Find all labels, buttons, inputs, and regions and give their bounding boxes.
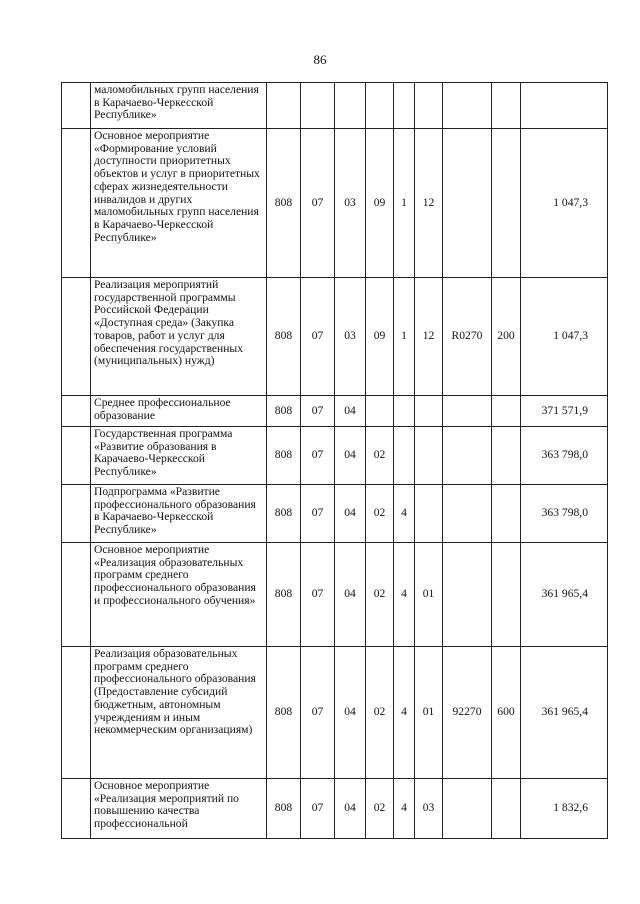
direction-cell: [443, 427, 492, 485]
program-cell: 09: [366, 129, 394, 278]
measure-cell: [415, 427, 443, 485]
table-row: [62, 543, 608, 647]
direction-cell: [443, 396, 492, 427]
table-row: [62, 427, 608, 485]
subprogram-cell: 4: [394, 543, 415, 647]
section-cell: 07: [301, 396, 335, 427]
table-row: [62, 485, 608, 543]
subprogram-cell: 4: [394, 779, 415, 839]
row-number-cell: [62, 543, 91, 647]
ved-cell: 808: [267, 543, 301, 647]
ved-cell: 808: [267, 779, 301, 839]
direction-cell: [443, 543, 492, 647]
section-cell: 07: [301, 779, 335, 839]
measure-cell: [415, 485, 443, 543]
amount-cell: 371 571,9: [521, 396, 608, 427]
amount-cell: 1 047,3: [521, 129, 608, 278]
subprogram-cell: 4: [394, 647, 415, 779]
program-cell: 02: [366, 485, 394, 543]
row-number-cell: [62, 278, 91, 396]
name-cell: Подпрограмма «Развитие профессионального образования в Карачаево-Черкесской Республике»: [91, 485, 267, 543]
subsection-cell: 04: [335, 779, 366, 839]
subsection-cell: 03: [335, 129, 366, 278]
table-row: [62, 779, 608, 839]
row-number-cell: [62, 396, 91, 427]
measure-cell: 01: [415, 543, 443, 647]
section-cell: 07: [301, 278, 335, 396]
amount-cell: 1 832,6: [521, 779, 608, 839]
subsection-cell: 04: [335, 543, 366, 647]
direction-cell: [443, 485, 492, 543]
expense-type-cell: [492, 427, 521, 485]
subsection-cell: 04: [335, 485, 366, 543]
ved-cell: 808: [267, 278, 301, 396]
ved-cell: 808: [267, 647, 301, 779]
direction-cell: [443, 129, 492, 278]
measure-cell: [415, 83, 443, 129]
subsection-cell: 04: [335, 647, 366, 779]
amount-cell: 1 047,3: [521, 278, 608, 396]
direction-cell: R0270: [443, 278, 492, 396]
section-cell: 07: [301, 543, 335, 647]
name-cell: Среднее профессиональное образование: [91, 396, 267, 427]
ved-cell: 808: [267, 427, 301, 485]
expense-type-cell: 200: [492, 278, 521, 396]
subsection-cell: [335, 83, 366, 129]
name-cell: Основное мероприятие «Реализация образовательных программ среднего профессионального образования и профессионального обучения»: [91, 543, 267, 647]
amount-cell: 361 965,4: [521, 647, 608, 779]
expense-type-cell: [492, 396, 521, 427]
section-cell: 07: [301, 647, 335, 779]
table-row: [62, 129, 608, 278]
table-row: [62, 396, 608, 427]
section-cell: 07: [301, 427, 335, 485]
program-cell: 09: [366, 278, 394, 396]
subprogram-cell: [394, 83, 415, 129]
table-row: [62, 647, 608, 779]
direction-cell: [443, 83, 492, 129]
ved-cell: 808: [267, 485, 301, 543]
table-row: [62, 278, 608, 396]
amount-cell: 361 965,4: [521, 543, 608, 647]
section-cell: 07: [301, 129, 335, 278]
subprogram-cell: [394, 427, 415, 485]
budget-table: [61, 82, 608, 839]
table-row: [62, 83, 608, 129]
expense-type-cell: [492, 83, 521, 129]
subsection-cell: 04: [335, 427, 366, 485]
subsection-cell: 03: [335, 278, 366, 396]
name-cell: Основное мероприятие «Реализация мероприятий по повышению качества профессиональной: [91, 779, 267, 839]
name-cell: маломобильных групп населения в Карачаево-Черкесской Республике»: [91, 83, 267, 129]
measure-cell: 03: [415, 779, 443, 839]
program-cell: 02: [366, 427, 394, 485]
program-cell: [366, 396, 394, 427]
expense-type-cell: 600: [492, 647, 521, 779]
direction-cell: 92270: [443, 647, 492, 779]
page-number: 86: [313, 52, 327, 67]
name-cell: Реализация образовательных программ среднего профессионального образования (Предоставление субсидий бюджетным, автономным учреждениям и иным некоммерческим организациям): [91, 647, 267, 779]
name-cell: Реализация мероприятий государственной программы Российской Федерации «Доступная среда» (Закупка товаров, работ и услуг для обеспечения государственных (муниципальных) нужд): [91, 278, 267, 396]
row-number-cell: [62, 129, 91, 278]
ved-cell: 808: [267, 396, 301, 427]
expense-type-cell: [492, 129, 521, 278]
amount-cell: 363 798,0: [521, 427, 608, 485]
amount-cell: 363 798,0: [521, 485, 608, 543]
ved-cell: 808: [267, 129, 301, 278]
subprogram-cell: [394, 396, 415, 427]
program-cell: 02: [366, 647, 394, 779]
row-number-cell: [62, 779, 91, 839]
program-cell: 02: [366, 543, 394, 647]
section-cell: 07: [301, 485, 335, 543]
direction-cell: [443, 779, 492, 839]
name-cell: Основное мероприятие «Формирование условий доступности приоритетных объектов и услуг в приоритетных сферах жизнедеятельности инвалидов и других маломобильных групп населения в Карачаево-Черкесской Республике»: [91, 129, 267, 278]
subprogram-cell: 1: [394, 129, 415, 278]
row-number-cell: [62, 83, 91, 129]
row-number-cell: [62, 427, 91, 485]
measure-cell: [415, 396, 443, 427]
ved-cell: [267, 83, 301, 129]
measure-cell: 01: [415, 647, 443, 779]
subprogram-cell: 4: [394, 485, 415, 543]
subprogram-cell: 1: [394, 278, 415, 396]
expense-type-cell: [492, 779, 521, 839]
measure-cell: 12: [415, 278, 443, 396]
name-cell: Государственная программа «Развитие образования в Карачаево-Черкесской Республике»: [91, 427, 267, 485]
program-cell: 02: [366, 779, 394, 839]
program-cell: [366, 83, 394, 129]
row-number-cell: [62, 485, 91, 543]
expense-type-cell: [492, 485, 521, 543]
amount-cell: [521, 83, 608, 129]
subsection-cell: 04: [335, 396, 366, 427]
expense-type-cell: [492, 543, 521, 647]
section-cell: [301, 83, 335, 129]
row-number-cell: [62, 647, 91, 779]
measure-cell: 12: [415, 129, 443, 278]
